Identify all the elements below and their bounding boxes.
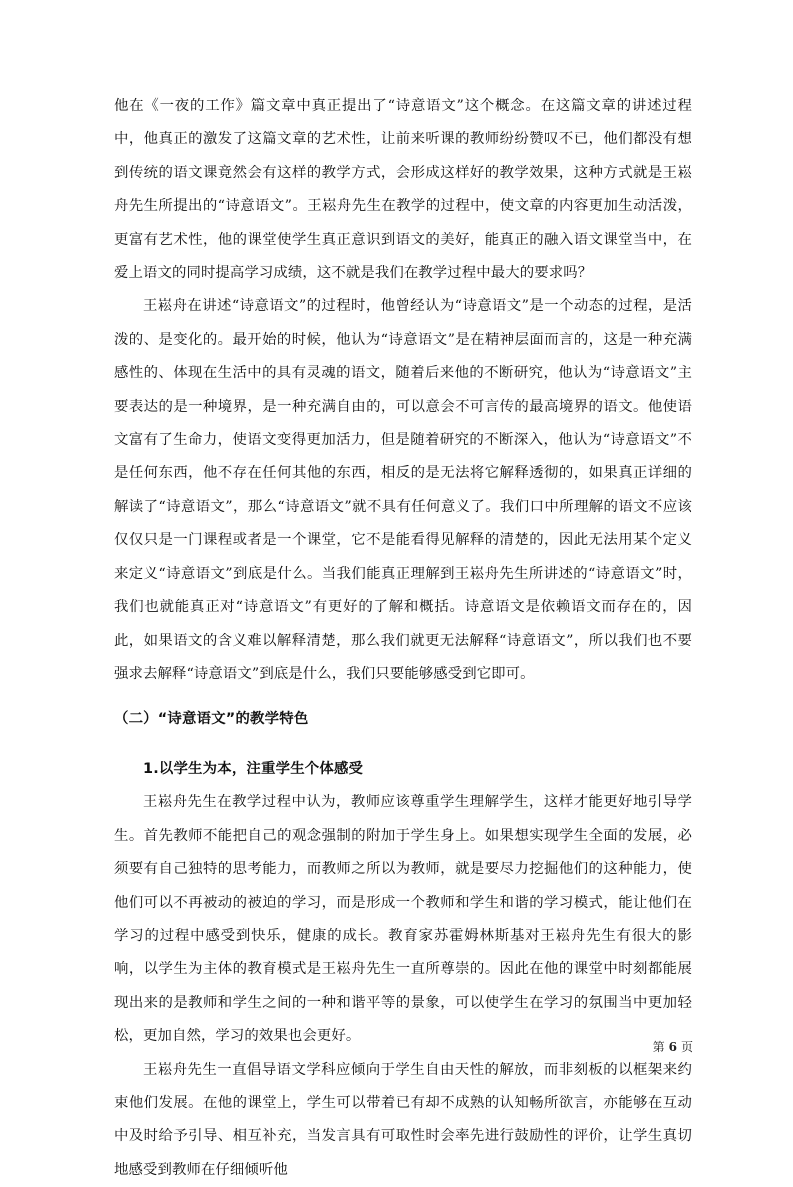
page-label-suffix: 页 [680,1040,693,1054]
body-paragraph-2: 王崧舟在讲述“诗意语文”的过程时，他曾经认为“诗意语文”是一个动态的过程，是活泼的、是变化的。最开始的时候，他认为“诗意语文”是在精神层面而言的，这是一种充满感性的、体现在生活中的具有灵魂的语文，随着后来他的不断研究，他认为“诗意语文”主要表达的是一种境界，是一种充满自由的，可以意会不可言传的最高境界的语文。他使语文富有了生命力，使语文变得更加活力，但是随着研究的不断深入，他认为“诗意语文”不是任何东西，他不存在任何其他的东西，相反的是无法将它解释透彻的，如果真正详细的解读了“诗意语文”，那么“诗意语文”就不具有任何意义了。我们口中所理解的语文不应该仅仅只是一门课程或者是一个课堂，它不是能看得见解释的清楚的，因此无法用某个定义来定义“诗意语文”到底是什么。当我们能真正理解到王崧舟先生所讲述的“诗意语文”时，我们也就能真正对“诗意语文”有更好的了解和概括。诗意语文是依赖语文而存在的，因此，如果语文的含义难以解释清楚，那么我们就更无法解释“诗意语文”，所以我们也不要强求去解释“诗意语文”到底是什么，我们只要能够感受到它即可。 [114,298,692,682]
page-label-prefix: 第 [652,1040,665,1054]
page-number-footer [0,1038,793,1055]
body-paragraph-3: 王崧舟先生在教学过程中认为，教师应该尊重学生理解学生，这样才能更好地引导学生。首先教师不能把自己的观念强制的附加于学生身上。如果想实现学生全面的发展，必须要有自己独特的思考能力，而教师之所以为教师，就是要尽力挖掘他们的这种能力，使他们可以不再被动的被迫的学习，而是形成一个教师和学生和谐的学习模式，能让他们在学习的过程中感受到快乐，健康的成长。教育家苏霍姆林斯基对王崧舟先生有很大的影响，以学生为主体的教育模式是王崧舟先生一直所尊崇的。因此在他的课堂中时刻都能展现出来的是教师和学生之间的一种和谐平等的景象，可以使学生在学习的氛围当中更加轻松，更加自然，学习的效果也会更好。 [114,794,692,1045]
body-paragraph-4: 王崧舟先生一直倡导语文学科应倾向于学生自由天性的解放，而非刻板的以框架来约束他们发展。在他的课堂上，学生可以带着已有却不成熟的认知畅所欲言，亦能够在互动中及时给予引导、相互补充，当发言具有可取性时会率先进行鼓励性的评价，让学生真切地感受到教师在仔细倾听他 [114,1061,692,1178]
body-paragraph-1: 他在《一夜的工作》篇文章中真正提出了“诗意语文”这个概念。在这篇文章的讲述过程中，他真正的激发了这篇文章的艺术性，让前来听课的教师纷纷赞叹不已，他们都没有想到传统的语文课竟然会有这样的教学方式，会形成这样好的教学效果，这种方式就是王崧舟先生所提出的“诗意语文”。王崧舟先生在教学的过程中，使文章的内容更加生动活泼，更富有艺术性，他的课堂使学生真正意识到语文的美好，能真正的融入语文课堂当中，在爱上语文的同时提高学习成绩，这不就是我们在教学过程中最大的要求吗？ [114,98,692,282]
section-heading: （二）“诗意语文”的教学特色 [114,711,309,728]
sub-heading: 1.以学生为本，注重学生个体感受 [143,761,364,778]
page-body [114,90,692,1187]
page-number: 6 [668,1040,677,1054]
